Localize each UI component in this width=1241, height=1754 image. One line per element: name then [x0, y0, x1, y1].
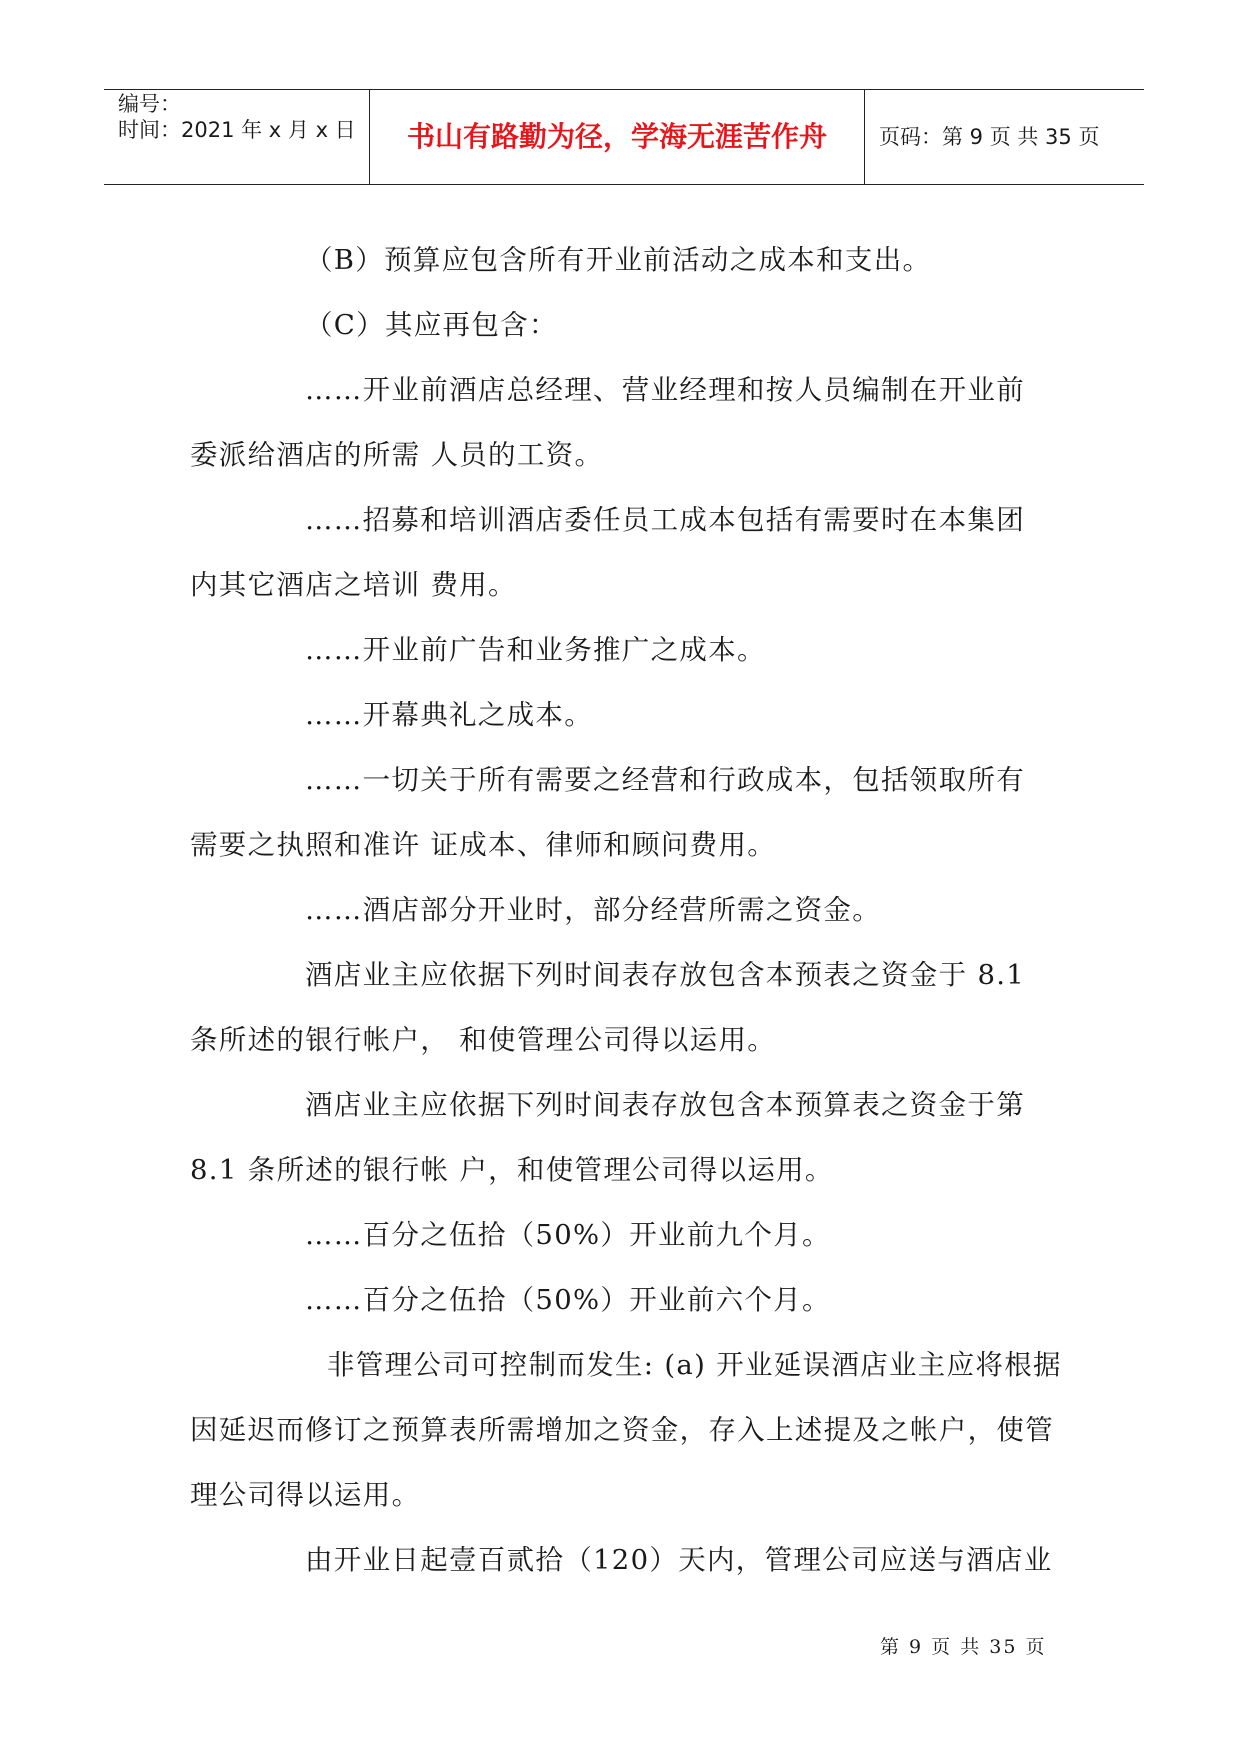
- body-line: ……百分之伍拾（50%）开业前九个月。: [305, 1219, 831, 1251]
- body-line: ……招募和培训酒店委任员工成本包括有需要时在本集团: [305, 504, 1025, 536]
- body-line: ……开业前酒店总经理、营业经理和按人员编制在开业前: [305, 374, 1025, 406]
- body-line: 需要之执照和准许 证成本、律师和顾问费用。: [190, 829, 777, 861]
- body-line: 条所述的银行帐户， 和使管理公司得以运用。: [190, 1024, 777, 1056]
- body-line: 因延迟而修订之预算表所需增加之资金，存入上述提及之帐户，使管: [190, 1414, 1054, 1446]
- header-right-cell: [865, 90, 1144, 184]
- header-middle-cell: [370, 90, 865, 184]
- header-left-cell: [104, 90, 370, 184]
- date-label: 时间：2021 年 x 月 x 日: [118, 118, 356, 142]
- body-line: ……百分之伍拾（50%）开业前六个月。: [305, 1284, 831, 1316]
- body-line: 理公司得以运用。: [190, 1479, 421, 1511]
- doc-number-label: 编号：: [118, 92, 181, 116]
- header-page-info: 页码：第 9 页 共 35 页: [879, 125, 1100, 149]
- page-header: [104, 89, 1144, 185]
- document-body: [190, 228, 1060, 1593]
- body-line: 内其它酒店之培训 费用。: [190, 569, 517, 601]
- body-line: 8.1 条所述的银行帐 户，和使管理公司得以运用。: [190, 1154, 834, 1186]
- body-line: （B）预算应包含所有开业前活动之成本和支出。: [305, 244, 932, 276]
- body-line: ……开业前广告和业务推广之成本。: [305, 634, 766, 666]
- body-line: 非管理公司可控制而发生: (a) 开业延误酒店业主应将根据: [327, 1349, 1062, 1381]
- body-line: 由开业日起壹百贰拾（120）天内，管理公司应送与酒店业: [305, 1544, 1053, 1576]
- body-line: ……开幕典礼之成本。: [305, 699, 593, 731]
- body-line: 酒店业主应依据下列时间表存放包含本预表之资金于 8.1: [305, 959, 1026, 991]
- body-line: （C）其应再包含：: [305, 309, 558, 341]
- body-line: 酒店业主应依据下列时间表存放包含本预算表之资金于第: [305, 1089, 1025, 1121]
- body-line: ……一切关于所有需要之经营和行政成本，包括领取所有: [305, 764, 1025, 796]
- header-motto: 书山有路勤为径，学海无涯苦作舟: [406, 120, 827, 153]
- body-line: 委派给酒店的所需 人员的工资。: [190, 439, 604, 471]
- body-line: ……酒店部分开业时，部分经营所需之资金。: [305, 894, 881, 926]
- page-footer: 第 9 页 共 35 页: [880, 1636, 1047, 1658]
